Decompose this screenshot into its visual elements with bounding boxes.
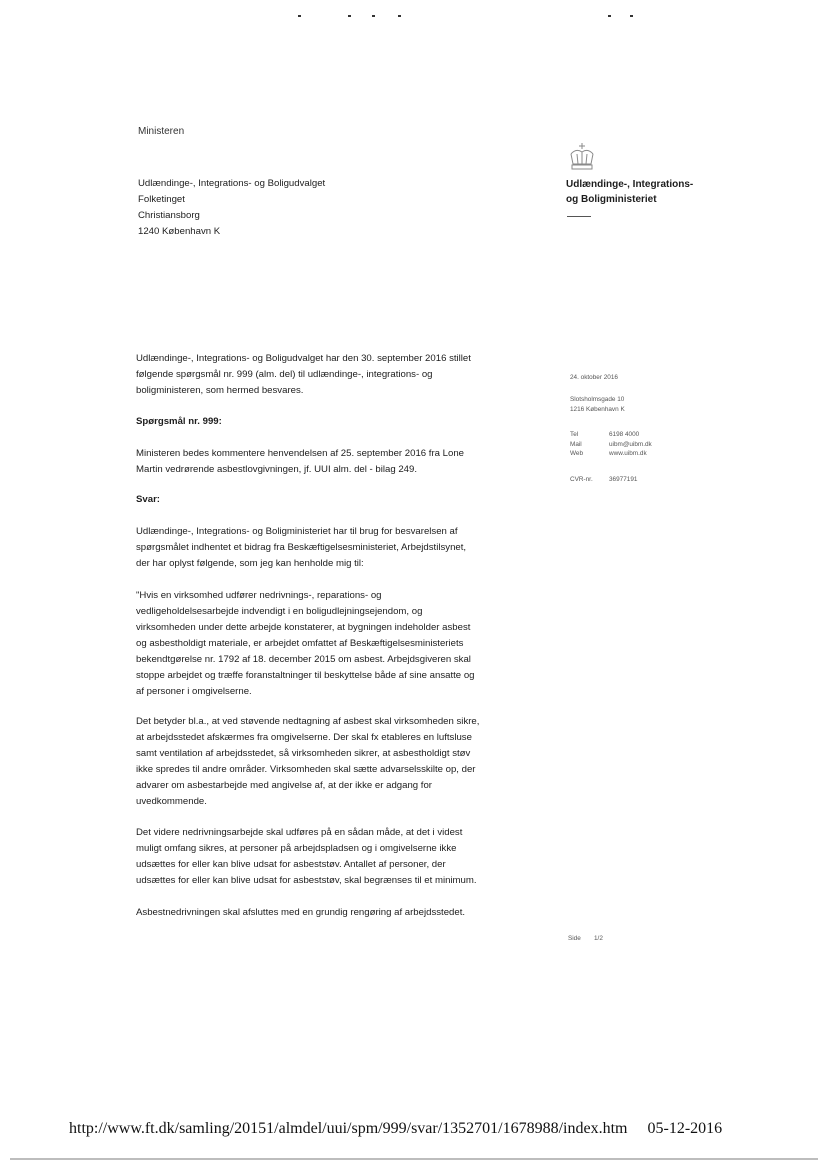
footer [69,1120,722,1138]
quote-paragraph-1 [136,588,474,700]
text-line: bekendtgørelse nr. 1792 af 18. december 2015 om asbest. Arbejdsgiveren skal [136,654,471,665]
contact-row [570,449,652,459]
text-line: af personer i omgivelserne. [136,686,252,697]
cvr-value: 36977191 [609,476,638,483]
text-line: stoppe arbejdet og træffe foranstaltninger til beskyttelse både af sine ansatte og [136,670,475,681]
footer-date: 05-12-2016 [647,1120,723,1137]
question-heading: Spørgsmål nr. 999: [136,416,222,427]
text-line: Det betyder bl.a., at ved støvende nedtagning af asbest skal virksomheden sikre, [136,716,480,727]
text-line: udsættes for eller kan blive udsat for asbeststøv. Antallet af personer, der [136,859,446,870]
text-line: vedligeholdelsesarbejde indvendigt i en boligudlejningsejendom, og [136,606,423,617]
contact-value: 6198 4000 [609,431,640,438]
text-line: muligt omfang sikres, at personer på arbejdspladsen og i omgivelserne ikke [136,843,457,854]
quote-paragraph-4 [136,905,465,921]
recipient-address [138,176,325,240]
text-line: og asbestholdigt materiale, er arbejdet omfattet af Beskæftigelsesministeriets [136,638,464,649]
text-line: samt ventilation af arbejdsstedet, så virksomheden sikrer, at asbestholdigt støv [136,748,471,759]
contact-label: Tel [570,431,579,438]
contact-row [570,430,652,440]
text-line: Asbestnedrivningen skal afsluttes med en grundig rengøring af arbejdsstedet. [136,907,466,918]
ministry-divider [567,216,591,217]
text-line: spørgsmålet indhentet et bidrag fra Beskæftigelsesministeriet, Arbejdstilsynet, [136,542,467,553]
text-line: uvedkommende. [136,796,207,807]
text-line: Udlændinge-, Integrations- og Boligudvalget har den 30. september 2016 stillet [136,353,471,364]
text-line: udsættes for eller kan blive udsat for asbeststøv, skal begrænses til et minimum. [136,875,477,886]
text-line: Udlændinge-, Integrations- og Boligministeriet har til brug for besvarelsen af [136,526,458,537]
text-line: der har oplyst følgende, som jeg kan henholde mig til: [136,558,364,569]
address-line: Slotsholmsgade 10 [570,396,625,403]
intro-paragraph [136,351,471,399]
text-line: ikke spredes til andre områder. Virksomheden skal sætte advarselsskilte op, der [136,764,476,775]
page-value: 1/2 [594,935,603,942]
text-line: Martin vedrørende asbestlovgivningen, jf. UUI alm. del - bilag 249. [136,464,418,475]
text-line: Det videre nedrivningsarbejde skal udføres på en sådan måde, at det i videst [136,827,463,838]
letter-date: 24. oktober 2016 [570,374,618,381]
sender-address [570,395,625,414]
text-line: "Hvis en virksomhed udfører nedrivnings-, reparations- og [136,590,382,601]
text-line: Ministeren bedes kommentere henvendelsen af 25. september 2016 fra Lone [136,448,464,459]
address-line: 1216 København K [570,405,625,413]
contact-value: uibm@uibm.dk [609,440,652,448]
recipient-line: Folketinget [138,194,185,205]
recipient-line: Christiansborg [138,210,200,221]
text-line: virksomheden under dette arbejde konstaterer, at bygningen indeholder asbest [136,622,471,633]
footer-url: http://www.ft.dk/samling/20151/almdel/uui/spm/999/svar/1352701/1678988/index.htm [69,1120,628,1137]
contact-label: Mail [570,440,582,448]
text-line: at arbejdsstedet afskærmes fra omgivelserne. Der skal fx etableres en luftsluse [136,732,472,743]
scan-artifacts [100,10,760,22]
text-line: følgende spørgsmål nr. 999 (alm. del) til udlændinge-, integrations- og [136,369,433,380]
answer-intro-paragraph [136,524,466,572]
contact-block [570,430,652,459]
minister-label: Ministeren [138,126,185,137]
answer-heading: Svar: [136,494,160,505]
ministry-name [566,177,693,207]
contact-label: Web [570,450,584,457]
quote-paragraph-3 [136,825,477,889]
question-paragraph [136,446,464,478]
contact-value: www.uibm.dk [609,450,647,457]
ministry-name-line: og Boligministeriet [566,194,657,205]
cvr-row [570,475,637,485]
ministry-name-line: Udlændinge-, Integrations- [566,179,694,190]
scan-bottom-edge [10,1158,818,1160]
quote-paragraph-2 [136,714,479,810]
text-line: advarer om asbestarbejde med angivelse af, at der ikke er adgang for [136,780,432,791]
page-number [568,934,603,944]
cvr-label: CVR-nr. [570,476,593,483]
contact-row [570,440,652,450]
recipient-line: 1240 København K [138,226,221,237]
page-label: Side [568,935,581,942]
text-line: boligministeren, som hermed besvares. [136,385,304,396]
crown-icon [568,142,596,172]
recipient-line: Udlændinge-, Integrations- og Boligudvalget [138,178,326,189]
